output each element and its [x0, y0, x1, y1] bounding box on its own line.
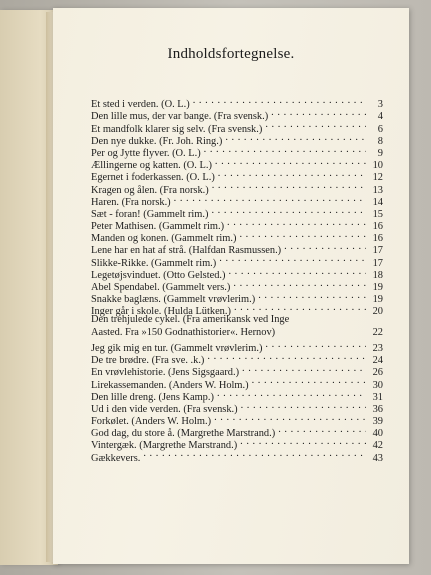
toc-entry-page-number: 3 — [377, 99, 383, 111]
toc-entry-title: Den lille mus, der var bange. (Fra svensk.) — [91, 111, 269, 123]
dot-leader — [258, 290, 366, 302]
toc-entry — [91, 314, 383, 338]
toc-entry-page-number: 36 — [372, 403, 383, 415]
toc-entry-title: Legetøjsvinduet. (Otto Gelsted.) — [91, 269, 226, 281]
page-title: Indholdsfortegnelse. — [167, 46, 295, 62]
toc-entry-page-number: 10 — [372, 160, 383, 172]
toc-entry-page-number: 24 — [372, 355, 383, 367]
toc-entry-page-number: 16 — [372, 221, 383, 233]
dot-leader — [252, 375, 366, 387]
toc-entry-title: Den lille dreng. (Jens Kamp.) — [91, 391, 214, 403]
toc-entry-page-number: 19 — [372, 282, 383, 293]
toc-entry-title: En vrøvlehistorie. (Jens Sigsgaard.) — [91, 367, 240, 379]
dot-leader — [271, 107, 366, 119]
dot-leader — [265, 119, 366, 131]
toc-entry-page-number: 40 — [372, 428, 383, 440]
dot-leader — [227, 217, 366, 229]
toc-entry-title: God dag, du store å. (Margrethe Marstrand.) — [91, 428, 276, 440]
dot-leader — [212, 180, 366, 192]
dot-leader — [228, 266, 366, 278]
toc-entry-title-continued: Aasted. Fra »150 Godnathistorier«. Hernov) — [91, 326, 276, 338]
toc-entry-title: Jeg gik mig en tur. (Gammelt vrøvlerim.) — [91, 342, 263, 354]
table-of-contents — [91, 95, 383, 464]
toc-entry-page-number: 23 — [372, 342, 383, 354]
dot-leader — [211, 205, 366, 217]
dot-leader — [239, 229, 366, 241]
dot-leader — [225, 132, 366, 144]
toc-entry-page-number: 18 — [372, 269, 383, 281]
toc-entry-page-number: 19 — [372, 294, 383, 306]
dot-leader — [233, 278, 366, 290]
toc-entry-title: Sæt - foran! (Gammelt rim.) — [91, 208, 209, 220]
toc-entry-page-number: 14 — [372, 196, 383, 208]
dot-leader — [204, 144, 366, 156]
toc-entry-page-number: 42 — [372, 440, 383, 452]
dot-leader — [215, 156, 366, 168]
toc-entry-title: Abel Spendabel. (Gammelt vers.) — [91, 282, 231, 293]
toc-entry-title: Vintergæk. (Margrethe Marstrand.) — [91, 440, 238, 452]
dot-leader — [234, 302, 366, 314]
toc-entry-title: Egernet i foderkassen. (O. L.) — [91, 172, 215, 184]
dot-leader — [174, 193, 366, 205]
dot-leader — [217, 388, 366, 400]
toc-entry-page-number: 31 — [372, 391, 383, 403]
toc-entry-page-number: 43 — [372, 452, 383, 464]
toc-entry-title: Kragen og ålen. (Fra norsk.) — [91, 184, 209, 196]
toc-entry — [91, 339, 383, 354]
toc-entry-page-number: 17 — [372, 245, 383, 257]
toc-entry-title: Gækkevers. — [91, 452, 141, 464]
toc-entry-page-number: 26 — [372, 367, 383, 379]
dot-leader — [241, 400, 366, 412]
toc-entry-title: Lene har en hat af strå. (Halfdan Rasmussen.) — [91, 245, 282, 257]
toc-entry-page-number: 39 — [372, 416, 383, 428]
dot-leader — [207, 351, 366, 363]
dot-leader — [218, 168, 366, 180]
toc-entry-title: De tre brødre. (Fra sve. .k.) — [91, 355, 205, 367]
dot-leader — [143, 448, 366, 460]
toc-entry-title: Manden og konen. (Gammelt rim.) — [91, 233, 237, 245]
toc-entry-page-number: 15 — [372, 208, 383, 220]
toc-entry-title: Den nye dukke. (Fr. Joh. Ring.) — [91, 135, 223, 147]
toc-entry-title: Per og Jytte flyver. (O. L.) — [91, 147, 201, 159]
dot-leader — [278, 424, 366, 436]
toc-entry-title: Snakke baglæns. (Gammelt vrøvlerim.) — [91, 294, 256, 306]
dot-leader — [193, 95, 366, 107]
dot-leader — [265, 339, 366, 351]
dot-leader — [240, 436, 366, 448]
toc-entry-page-number: 16 — [372, 233, 383, 245]
toc-entry-title: Lirekassemanden. (Anders W. Holm.) — [91, 379, 249, 391]
toc-entry-title: Haren. (Fra norsk.) — [91, 196, 171, 208]
toc-entry-title: Inger går i skole. (Hulda Lütken.) — [91, 306, 231, 318]
toc-entry-title: Slikke-Rikke. (Gammelt rim.) — [91, 257, 217, 269]
toc-entry-page-number: 12 — [372, 172, 383, 184]
toc-entry-title: Ud i den vide verden. (Fra svensk.) — [91, 403, 238, 415]
book-page — [53, 8, 409, 564]
toc-entry-page-number: 4 — [377, 111, 383, 123]
toc-entry-page-number: 22 — [372, 326, 383, 338]
dot-leader — [219, 253, 366, 265]
toc-entry-page-number: 17 — [372, 257, 383, 269]
dot-leader — [284, 241, 366, 253]
toc-entry-title: Peter Mathisen. (Gammelt rim.) — [91, 221, 225, 233]
dot-leader — [242, 363, 366, 375]
dot-leader — [214, 412, 366, 424]
toc-entry-page-number: 20 — [372, 306, 383, 318]
toc-entry-page-number: 9 — [377, 147, 383, 159]
toc-entry-title: Et sted i verden. (O. L.) — [91, 99, 190, 111]
toc-entry-title: Forkølet. (Anders W. Holm.) — [91, 416, 212, 428]
toc-entry-page-number: 13 — [372, 184, 383, 196]
toc-entry — [91, 95, 383, 111]
toc-entry-page-number: 6 — [377, 123, 383, 135]
toc-entry-page-number: 30 — [372, 379, 383, 391]
toc-entry-title: Den trehjulede cykel. (Fra amerikansk ved Inge — [91, 314, 290, 326]
toc-entry-title: Et mandfolk klarer sig selv. (Fra svensk.) — [91, 123, 263, 135]
toc-entry-page-number: 8 — [377, 135, 383, 147]
toc-entry-title: Ællingerne og katten. (O. L.) — [91, 160, 212, 172]
